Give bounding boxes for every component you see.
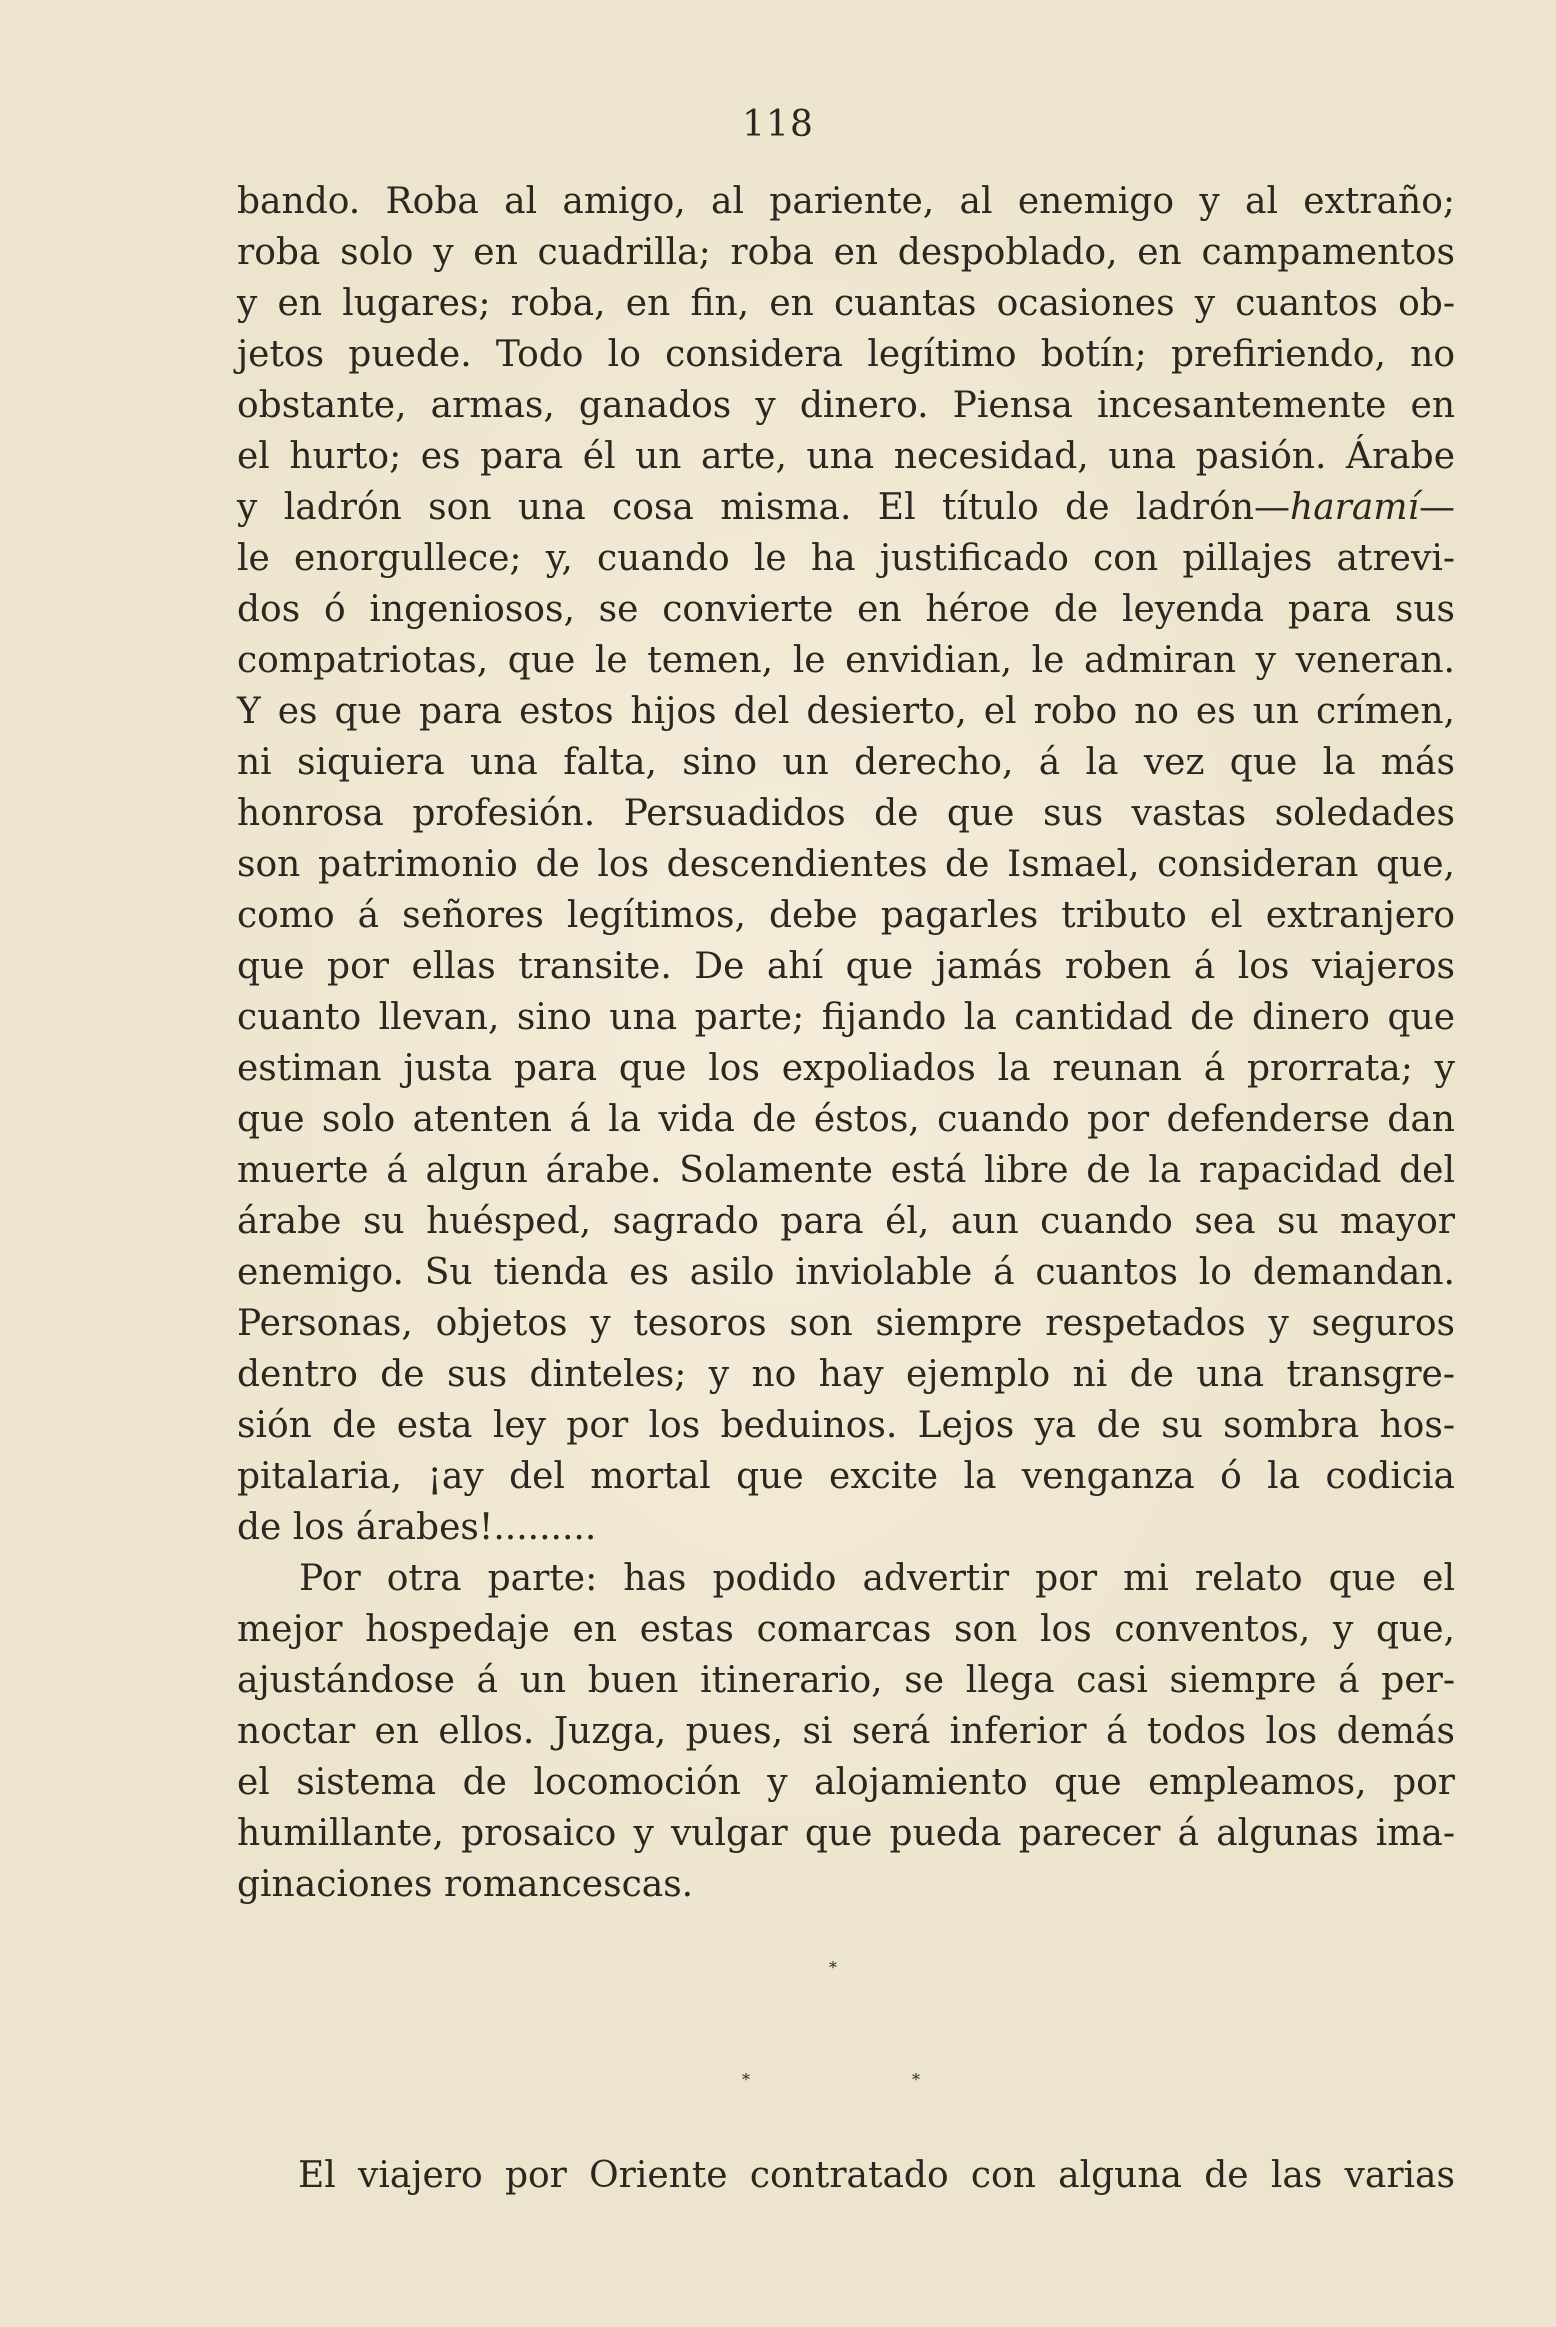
asterism-star: * [912, 2070, 920, 2089]
text-line: honrosa profesión. Persuadidos de que sus vastas soledades [237, 793, 1455, 834]
asterism-star: * [742, 2070, 750, 2089]
paragraph-first-line: El viajero por Oriente contratado con alguna de las varias [298, 2155, 1455, 2196]
asterism-star: * [829, 1958, 837, 1977]
paragraph-first-line: Por otra parte: has podido advertir por mi relato que el [299, 1558, 1455, 1599]
text-line: ni siquiera una falta, sino un derecho, á la vez que la más [237, 742, 1455, 783]
text-line: que por ellas transite. De ahí que jamás roben á los viajeros [237, 946, 1455, 987]
text-line: ajustándose á un buen itinerario, se llega casi siempre á per- [237, 1660, 1455, 1701]
text-line: dos ó ingeniosos, se convierte en héroe de leyenda para sus [237, 589, 1455, 630]
text-line: árabe su huésped, sagrado para él, aun cuando sea su mayor [237, 1201, 1455, 1242]
text-line: jetos puede. Todo lo considera legítimo botín; prefiriendo, no [237, 334, 1455, 375]
text-line: mejor hospedaje en estas comarcas son los conventos, y que, [237, 1609, 1455, 1650]
text-segment: — [1419, 487, 1455, 528]
text-line: enemigo. Su tienda es asilo inviolable á cuantos lo demandan. [237, 1252, 1455, 1293]
text-line: humillante, prosaico y vulgar que pueda parecer á algunas ima- [237, 1813, 1455, 1854]
text-line: estiman justa para que los expoliados la reunan á prorrata; y [237, 1048, 1455, 1089]
body-text [237, 176, 1455, 1910]
text-line: obstante, armas, ganados y dinero. Piensa incesantemente en [237, 385, 1455, 426]
text-line: dentro de sus dinteles; y no hay ejemplo ni de una transgre- [237, 1354, 1455, 1395]
text-line: compatriotas, que le temen, le envidian, le admiran y veneran. [237, 640, 1455, 681]
text-line: de los árabes!......... [237, 1507, 597, 1548]
text-line: cuanto llevan, sino una parte; fijando la cantidad de dinero que [237, 997, 1455, 1038]
text-segment: y ladrón son una cosa misma. El título de ladrón— [237, 487, 1291, 528]
text-line: el hurto; es para él un arte, una necesidad, una pasión. Árabe [237, 436, 1455, 477]
text-line: le enorgullece; y, cuando le ha justificado con pillajes atrevi- [237, 538, 1455, 579]
text-line: ginaciones romancescas. [237, 1864, 694, 1905]
text-line: como á señores legítimos, debe pagarles tributo el extranjero [237, 895, 1455, 936]
text-line-with-italic [237, 482, 1455, 533]
text-line: bando. Roba al amigo, al pariente, al enemigo y al extraño; [237, 181, 1455, 222]
italic-term: haramí [1290, 487, 1419, 528]
text-line: Y es que para estos hijos del desierto, el robo no es un crímen, [237, 691, 1455, 732]
text-line: y en lugares; roba, en fin, en cuantas ocasiones y cuantos ob- [237, 283, 1455, 324]
text-line: muerte á algun árabe. Solamente está libre de la rapacidad del [237, 1150, 1455, 1191]
text-line: que solo atenten á la vida de éstos, cuando por defenderse dan [237, 1099, 1455, 1140]
text-line: sión de esta ley por los beduinos. Lejos ya de su sombra hos- [237, 1405, 1455, 1446]
text-line: noctar en ellos. Juzga, pues, si será inferior á todos los demás [237, 1711, 1455, 1752]
text-line: son patrimonio de los descendientes de Ismael, consideran que, [237, 844, 1455, 885]
text-line: pitalaria, ¡ay del mortal que excite la venganza ó la codicia [237, 1456, 1455, 1497]
page-number: 118 [742, 104, 814, 145]
text-line: el sistema de locomoción y alojamiento que empleamos, por [237, 1762, 1455, 1803]
text-line: roba solo y en cuadrilla; roba en despoblado, en campamentos [237, 232, 1455, 273]
text-line: Personas, objetos y tesoros son siempre respetados y seguros [237, 1303, 1455, 1344]
